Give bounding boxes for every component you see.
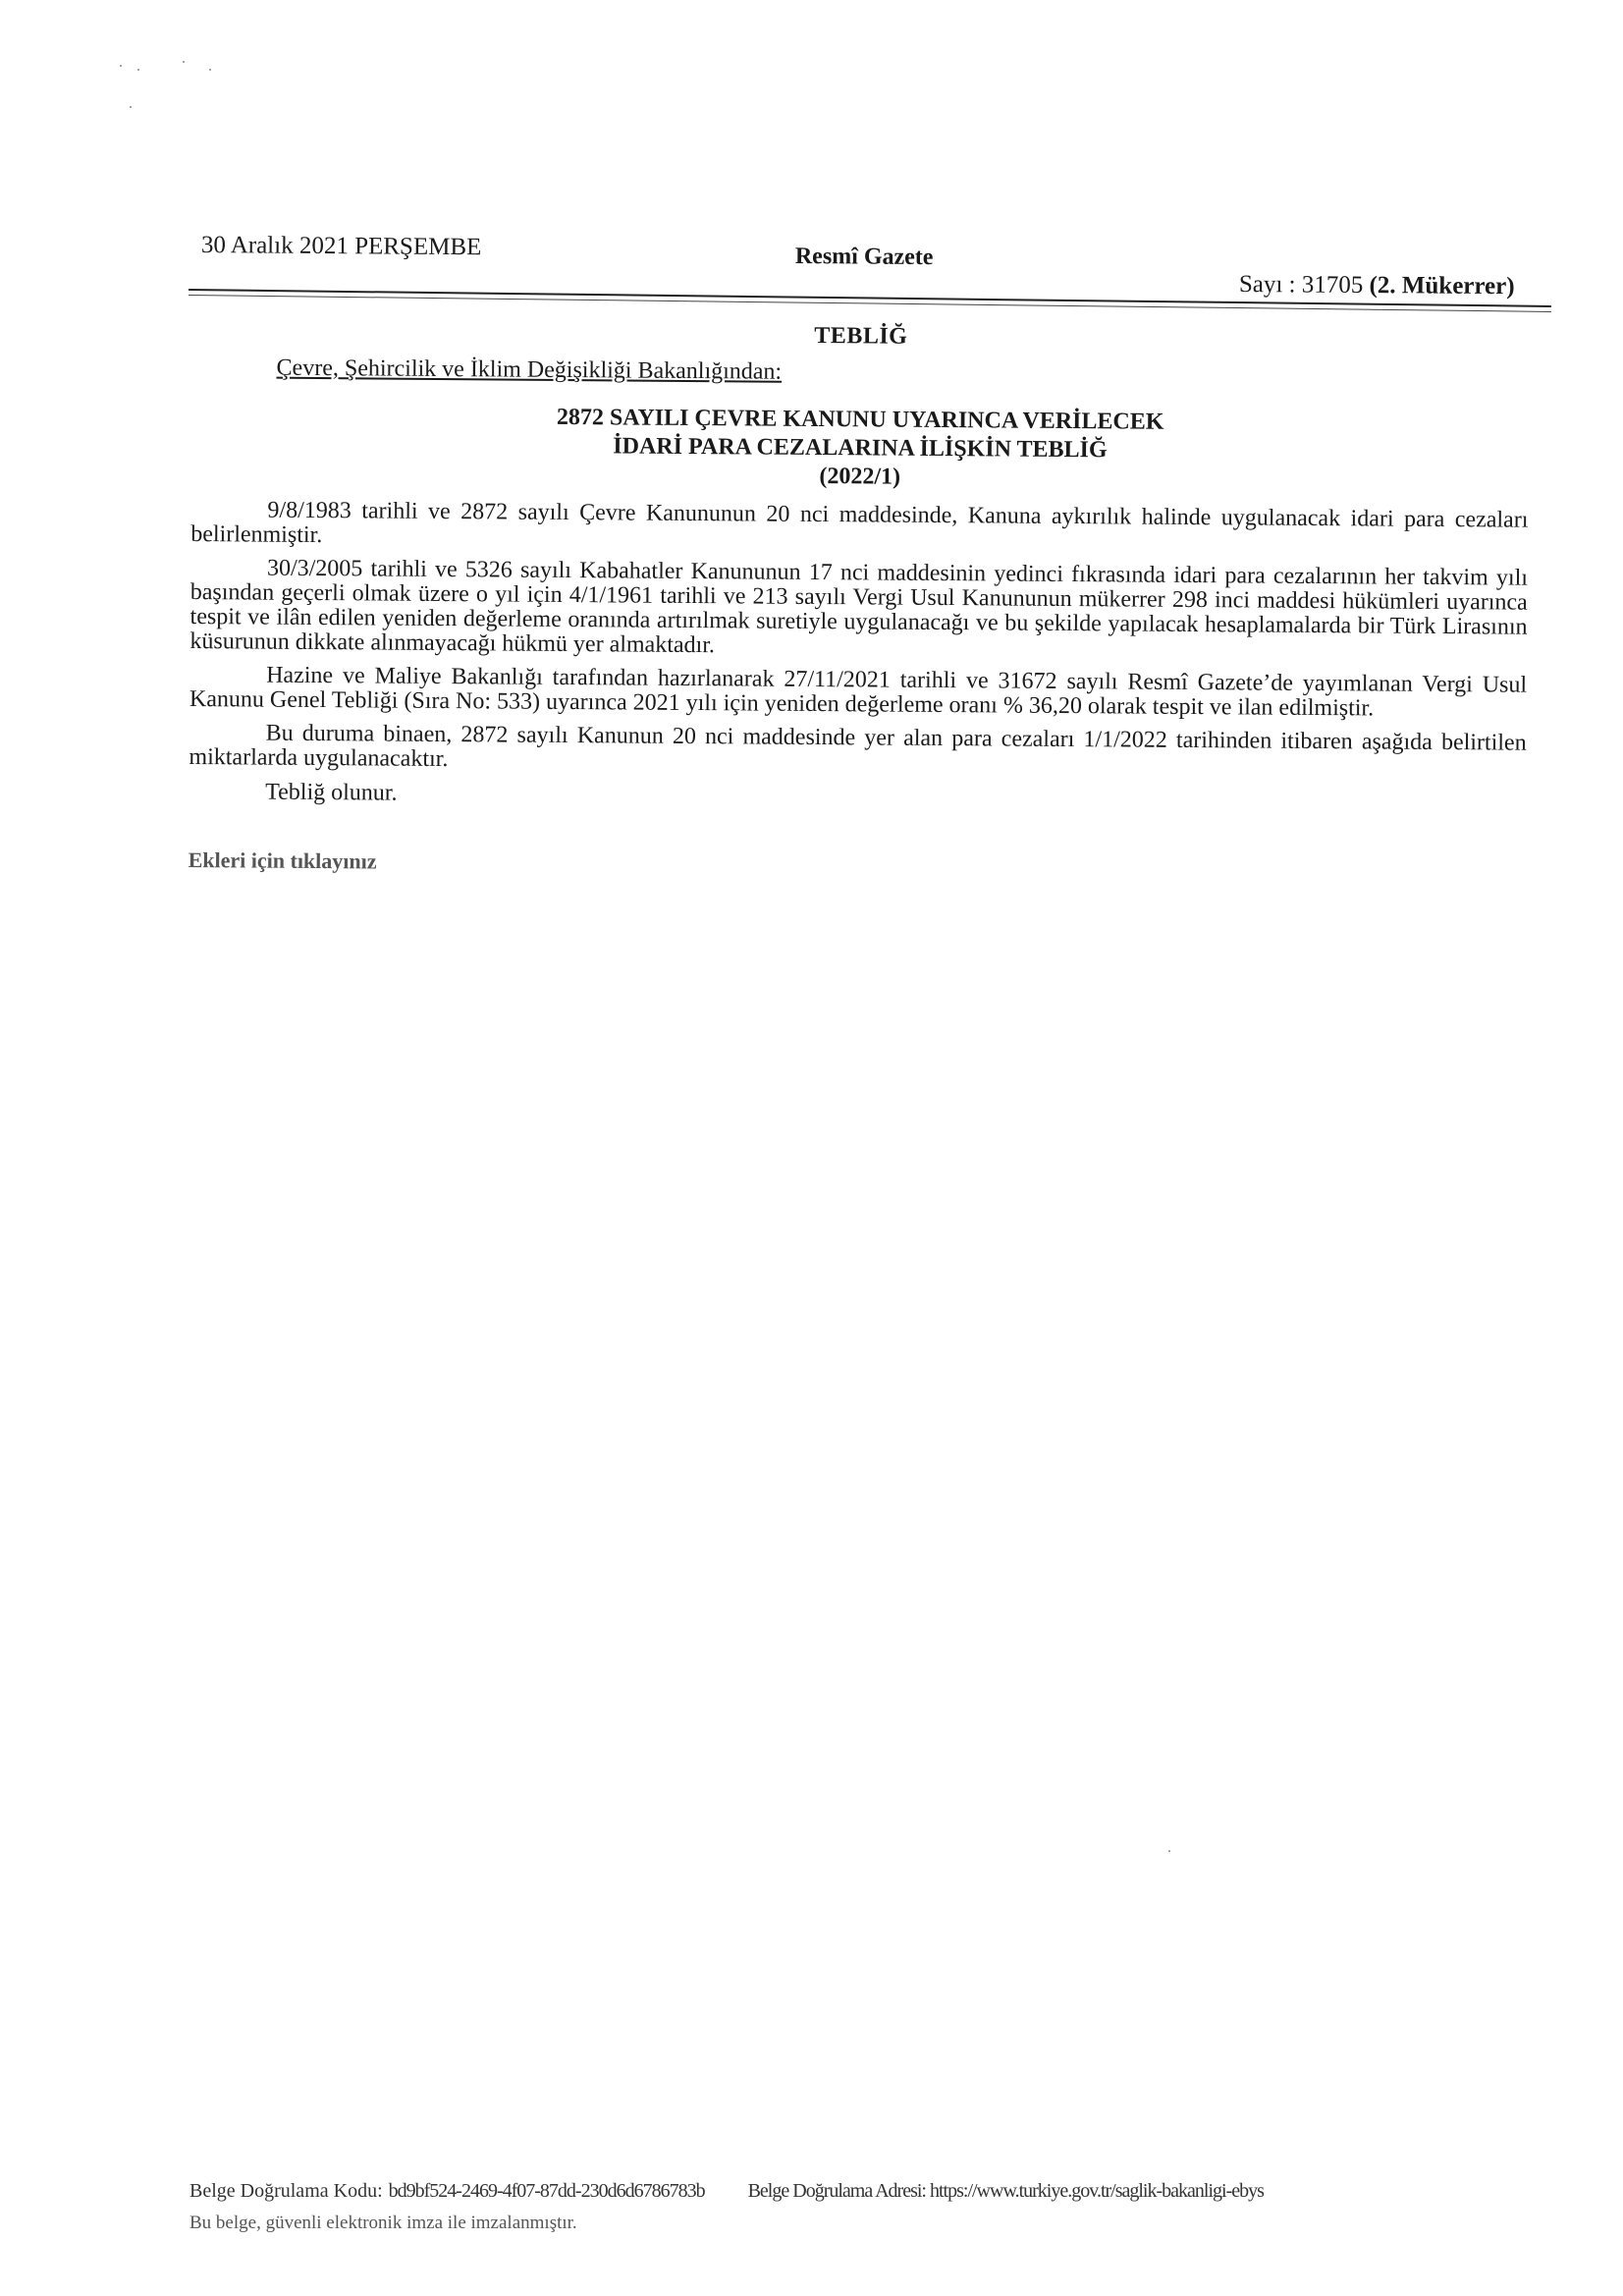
attachment-link[interactable]: Ekleri için tıklayınız <box>188 847 377 874</box>
signature-note: Bu belge, güvenli elektronik imza ile imzalanmıştır. <box>189 2213 577 2233</box>
title-line: 2872 SAYILI ÇEVRE KANUNU UYARINCA VERİLECEK <box>556 404 1164 435</box>
verification-address[interactable]: Belge Doğrulama Adresi: https://www.turkiye.gov.tr/saglik-bakanligi-ebys <box>747 2180 1264 2202</box>
paragraph: 9/8/1983 tarihli ve 2872 sayılı Çevre Kanununun 20 nci maddesinde, Kanuna aykırılık halinde uygulanacak idari para cezaları belirlenmiştir. <box>190 497 1529 549</box>
gazette-title: Resmî Gazete <box>794 244 934 271</box>
closing-line: Tebliğ olunur. <box>265 779 398 806</box>
scan-speck <box>183 61 185 63</box>
scan-speck <box>137 69 139 71</box>
header-date: 30 Aralık 2021 PERŞEMBE <box>200 232 482 261</box>
issue-prefix: Sayı : 31705 <box>1238 271 1364 299</box>
title-line: (2022/1) <box>819 464 901 490</box>
verification-code: bd9bf524-2469-4f07-87dd-230d6d6786783b <box>388 2180 705 2202</box>
document-body <box>189 318 1530 884</box>
section-heading: TEBLİĞ <box>814 322 908 350</box>
paragraph: 30/3/2005 tarihli ve 5326 sayılı Kabahatler Kanununun 17 nci maddesinin yedinci fıkrasında idari para cezalarının her takvim yılı başından geçerli olmak üzere o yıl için 4/1/1961 tarihli ve 213 sayılı Vergi Usul Kanununun mükerrer 298 inci maddesi hükümleri uyarınca tespit ve ilân edilen yeniden değerleme oranında artırılmak suretiyle uygulanacağı ve bu şekilde yapılacak hesaplamalarda bir Türk Lirasının küsurunun dikkate alınmayacağı hükmü yer almaktadır. <box>189 555 1529 659</box>
scan-speck <box>1168 1850 1170 1852</box>
verification-footer <box>189 2180 1564 2234</box>
scan-speck <box>120 65 122 67</box>
title-line: İDARİ PARA CEZALARINA İLİŞKİN TEBLİĞ <box>613 433 1108 464</box>
issue-suffix: (2. Mükerrer) <box>1369 272 1515 301</box>
paragraph: Bu duruma binaen, 2872 sayılı Kanunun 20 nci maddesinde yer alan para cezaları 1/1/2022 tarihinden itibaren aşağıda belirtilen miktarlarda uygulanacaktır. <box>189 720 1527 773</box>
paragraph: Hazine ve Maliye Bakanlığı tarafından hazırlanarak 27/11/2021 tarihli ve 31672 sayılı Resmî Gazete’de yayımlanan Vergi Usul Kanunu Genel Tebliği (Sıra No: 533) uyarınca 2021 yılı için yeniden değerleme oranı % 36,20 olarak tespit ve ilan edilmiştir. <box>189 662 1528 722</box>
verification-row <box>189 2180 1564 2203</box>
issue-number <box>1239 271 1515 301</box>
scan-speck <box>130 106 132 108</box>
document-title <box>191 401 1530 497</box>
verification-code-label: Belge Doğrulama Kodu: <box>189 2180 383 2202</box>
ministry-line: Çevre, Şehircilik ve İklim Değişikliği Bakanlığından: <box>276 355 783 385</box>
scan-speck <box>209 69 211 71</box>
